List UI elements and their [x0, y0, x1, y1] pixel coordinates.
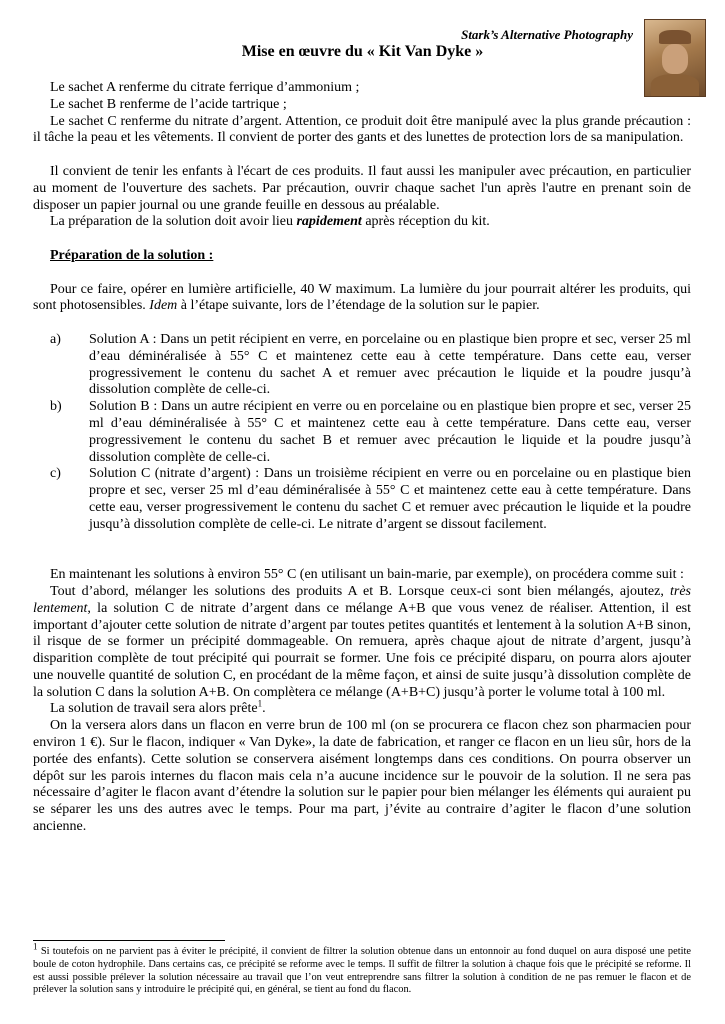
storage-paragraph: On la versera alors dans un flacon en verre brun de 100 ml (on se procurera ce flacon chez son pharmacien pour environ 1 €). Sur le flacon, indiquer « Van Dyke», la date de fabrication, et ranger ce flacon en un lieu sûr, hors de la portée des enfants). Cette solution se conservera aisément longtemps dans ces conditions. On pourra observer un dépôt sur les parois internes du flacon mais cela n’a aucune incidence sur le pouvoir de la solution. Il ne sera pas nécessaire d’agiter le flacon avant d’étendre la solution sur le papier pour bien mélanger les éléments qui auraient pu se séparer les uns des autres avec le temps. Pour ma part, j’évite au contraire d’agiter le flacon d’une solution ancienne. — [33, 718, 691, 835]
footnote-ref: 1 — [257, 698, 263, 709]
emphasis-tres-lentement: très lentement — [33, 583, 691, 616]
mixing-intro: En maintenant les solutions à environ 55° C (en utilisant un bain-marie, par exemple), on procédera comme suit : — [50, 567, 684, 583]
list-marker: c) — [50, 466, 61, 482]
emphasis-idem: Idem — [149, 298, 178, 314]
page-title: Mise en œuvre du « Kit Van Dyke » — [241, 43, 484, 60]
steps-list — [33, 332, 691, 534]
header-brand: Stark’s Alternative Photography — [461, 27, 633, 42]
preparation-timing: La préparation de la solution doit avoir lieu rapidement après réception du kit. — [50, 214, 490, 230]
intro-line-c: Le sachet C renferme du nitrate d’argent. Attention, ce produit doit être manipulé avec la plus grande précaution : il tâche la peau et les vêtements. Il convient de porter des gants et des lunettes de protection lors de sa manipulation. — [33, 113, 691, 146]
list-item-text: Solution B : Dans un autre récipient en verre ou en porcelaine ou en plastique bien propre et sec, verser 25 ml d’eau déminéralisée à 55° C et maintenez cette eau à cette température. Dans cette eau, verser progressivement le contenu du sachet B et remuer avec précaution le liquide et la poudre jusqu’à dissolution complète de celle-ci. — [89, 399, 691, 465]
list-item-text: Solution A : Dans un petit récipient en verre, en porcelaine ou en plastique bien propre et sec, verser 25 ml d’eau déminéralisée à 55° C et maintenez cette eau à cette température. Dans cette eau, verser progressivement le contenu du sachet A et remuer avec précaution le liquide et la poudre jusqu’à dissolution complète de celle-ci. — [89, 331, 691, 398]
portrait-crown — [659, 30, 691, 44]
safety-paragraph: Il convient de tenir les enfants à l'écart de ces produits. Il faut aussi les manipuler avec précaution, en particulier au moment de l'ouverture des sachets. Par précaution, ouvrir chaque sachet l'un après l'autre en prenant soin de disposer un papier journal ou une grande feuille en dessous au préalable. — [33, 163, 691, 213]
list-item — [33, 332, 691, 399]
list-item-text: Solution C (nitrate d’argent) : Dans un troisième récipient en verre ou en porcelaine ou en plastique bien propre et sec, verser 25 ml d’eau déminéralisée à 55° C et maintenez cette eau à cette température. Dans cette eau, verser progressivement le contenu du sachet C et remuer avec précaution le liquide et la poudre jusqu’à dissolution complète de celle-ci. Le nitrate d’argent se dissout facilement. — [89, 466, 691, 532]
intro-line-a: Le sachet A renferme du citrate ferrique d’ammonium ; — [50, 80, 360, 95]
footnote-text: Si toutefois on ne parvient pas à éviter le précipité, il convient de filtrer la solution obtenue dans un entonnoir au fond duquel on aura disposé une petite boule de coton hydrophile. Dans certains cas, ce précipité se reforme avec le temps. Il suffit de filtrer la solution à chaque fois que le précipité se reforme. Il est aussi possible prélever la solution nécessaire au travail que l’on veut entreprendre sans filtrer la solution à condition de ne pas remuer le flacon et de prélever la solution sans y introduire le précipité qui, en général, se tient au fond du flacon. — [33, 946, 691, 996]
section-heading: Préparation de la solution : — [50, 247, 214, 263]
footnote-number: 1 — [33, 941, 38, 952]
list-item — [33, 399, 691, 466]
mixing-body: Tout d’abord, mélanger les solutions des produits A et B. Lorsque ceux-ci sont bien mélangés, ajoutez, très lentement, la solution C de nitrate d’argent dans ce mélange A+B que vous venez de réaliser. Attention, il est important d’ajouter cette solution de nitrate d’argent par toutes petites quantités et lentement à la solution A+B sinon, il risque de se former un précipité dommageable. On remuera, après chaque ajout de nitrate d’argent, jusqu’à disparition complète de tout précipité qui pourrait se former. Une fois ce précipité disparu, on pourra alors ajouter une nouvelle quantité de solution C, en procédant de la même façon, et ainsi de suite jusqu’à dissolution complète de la solution C dans la solution A+B. On complètera ce mélange (A+B+C) jusqu’à porter le volume total à 100 ml. — [33, 583, 691, 700]
list-marker: b) — [50, 399, 62, 415]
list-marker: a) — [50, 331, 61, 347]
list-item — [33, 466, 691, 533]
emphasis-rapidement: rapidement — [296, 214, 362, 230]
portrait-face — [662, 44, 688, 74]
footnote — [33, 941, 691, 997]
lighting-paragraph: Pour ce faire, opérer en lumière artificielle, 40 W maximum. La lumière du jour pourrait altérer les produits, qui sont photosensibles. Idem à l’étape suivante, lors de l’étendage de la solution sur le papier. — [33, 281, 691, 314]
solution-ready: La solution de travail sera alors prête$^1$. — [50, 698, 266, 717]
document-body — [33, 80, 691, 836]
intro-line-b: Le sachet B renferme de l’acide tartrique ; — [50, 96, 287, 112]
footnote-divider — [33, 940, 225, 941]
